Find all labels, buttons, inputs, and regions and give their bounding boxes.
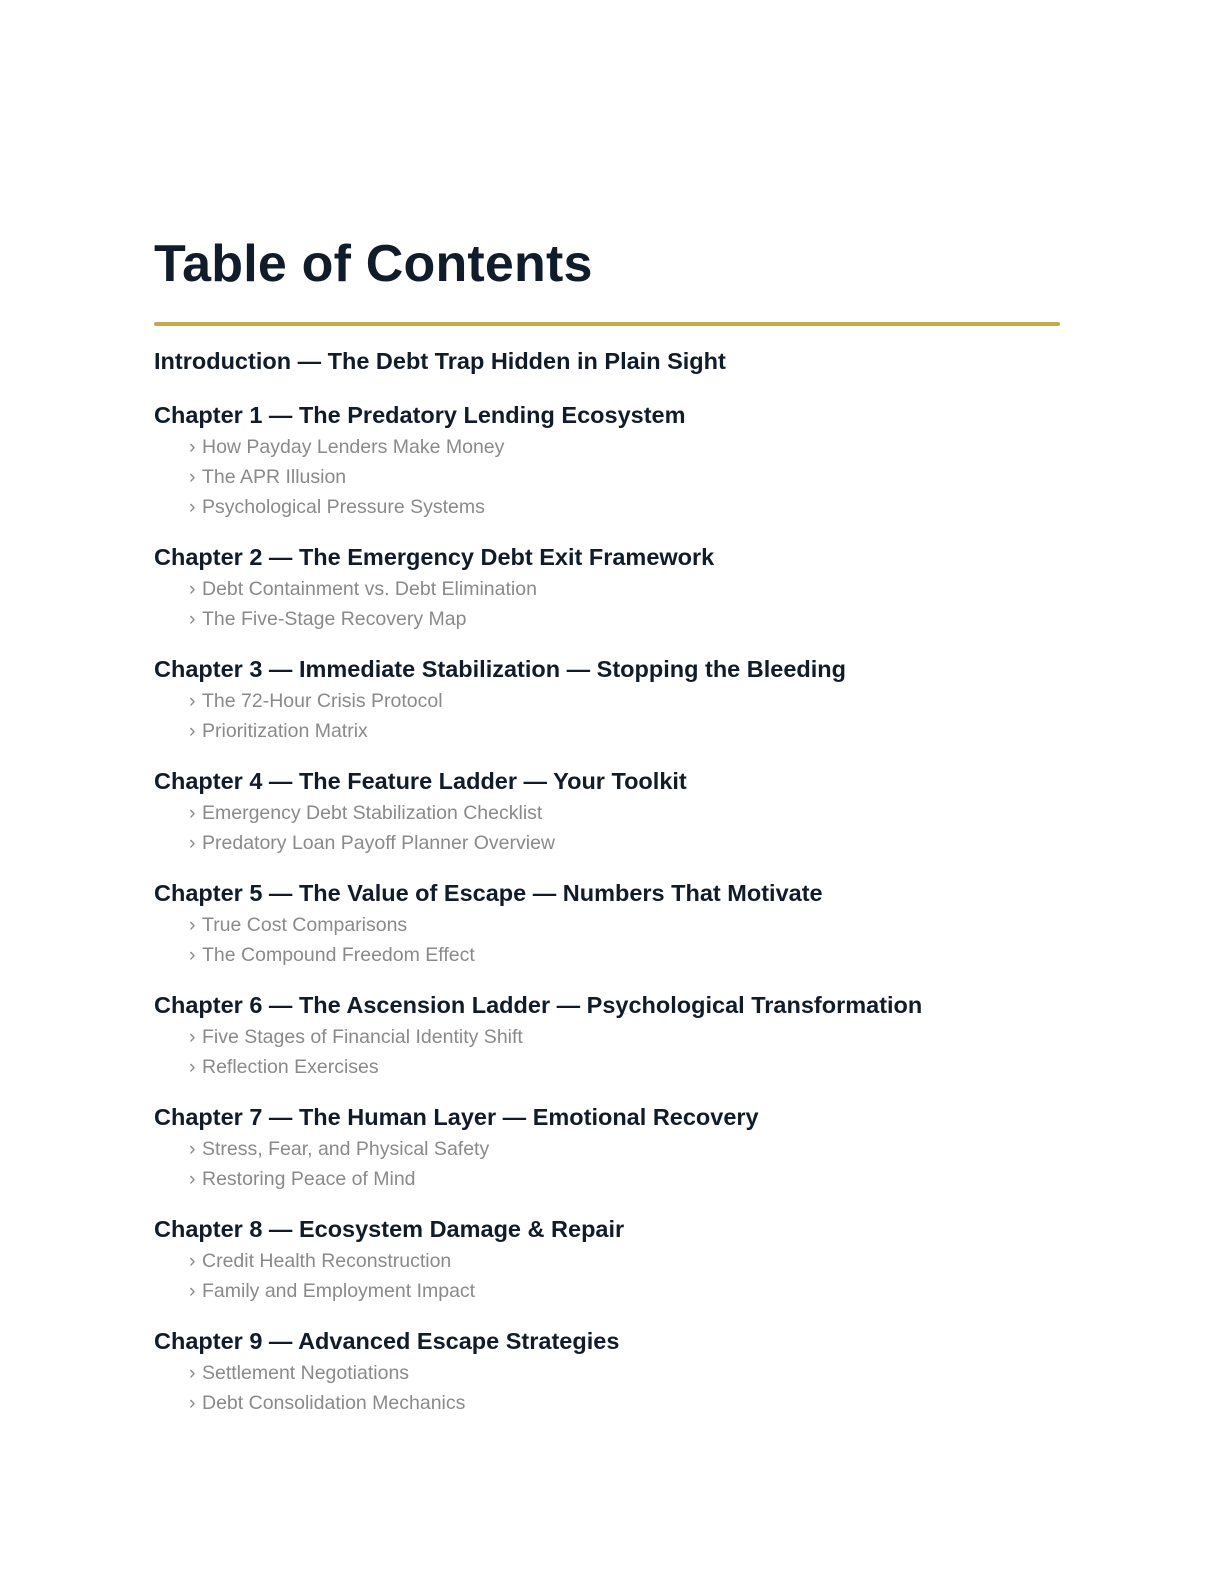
section-list (154, 1134, 1060, 1194)
section-label: Debt Containment vs. Debt Elimination (202, 578, 537, 600)
chevron-right-icon: › (189, 720, 196, 742)
introduction-heading-link[interactable]: Introduction — The Debt Trap Hidden in Plain Sight (154, 348, 726, 374)
chevron-right-icon: › (189, 466, 196, 488)
chevron-right-icon: › (189, 436, 196, 458)
section-label: Reflection Exercises (202, 1056, 379, 1078)
section-label: The Compound Freedom Effect (202, 944, 475, 966)
toc-entry-chapter-9 (154, 1324, 1060, 1418)
section-list (154, 574, 1060, 634)
toc-entry-chapter-1 (154, 398, 1060, 522)
section-label: Restoring Peace of Mind (202, 1168, 416, 1190)
section-list (154, 1022, 1060, 1082)
section-label: Settlement Negotiations (202, 1362, 410, 1384)
section-label: Predatory Loan Payoff Planner Overview (202, 832, 555, 854)
chevron-right-icon: › (189, 1168, 196, 1190)
chevron-right-icon: › (189, 1392, 196, 1414)
chevron-right-icon: › (189, 1280, 196, 1302)
chevron-right-icon: › (189, 1056, 196, 1078)
section-label: The APR Illusion (202, 466, 347, 488)
section-label: The Five-Stage Recovery Map (202, 608, 467, 630)
section-link[interactable] (189, 1246, 1060, 1276)
section-link[interactable] (189, 716, 1060, 746)
toc-list (154, 344, 1060, 1436)
section-link[interactable] (189, 1134, 1060, 1164)
chevron-right-icon: › (189, 1250, 196, 1272)
title-divider (154, 322, 1060, 326)
section-label: True Cost Comparisons (202, 914, 408, 936)
toc-entry-chapter-3 (154, 652, 1060, 746)
section-label: Stress, Fear, and Physical Safety (202, 1138, 490, 1160)
section-link[interactable] (189, 492, 1060, 522)
section-link[interactable] (189, 798, 1060, 828)
toc-entry-introduction (154, 344, 1060, 378)
section-label: Credit Health Reconstruction (202, 1250, 452, 1272)
section-list (154, 910, 1060, 970)
chevron-right-icon: › (189, 1026, 196, 1048)
section-label: Emergency Debt Stabilization Checklist (202, 802, 543, 824)
chevron-right-icon: › (189, 690, 196, 712)
section-label: Psychological Pressure Systems (202, 496, 485, 518)
section-link[interactable] (189, 1358, 1060, 1388)
section-link[interactable] (189, 1052, 1060, 1082)
toc-page (154, 0, 1060, 1584)
section-list (154, 1358, 1060, 1418)
toc-entry-chapter-8 (154, 1212, 1060, 1306)
section-link[interactable] (189, 604, 1060, 634)
chapter-heading-link[interactable]: Chapter 4 — The Feature Ladder — Your Toolkit (154, 768, 687, 794)
section-label: The 72-Hour Crisis Protocol (202, 690, 443, 712)
chevron-right-icon: › (189, 944, 196, 966)
section-label: How Payday Lenders Make Money (202, 436, 505, 458)
chevron-right-icon: › (189, 608, 196, 630)
section-list (154, 686, 1060, 746)
toc-entry-chapter-2 (154, 540, 1060, 634)
section-label: Five Stages of Financial Identity Shift (202, 1026, 523, 1048)
section-list (154, 432, 1060, 522)
chapter-heading-link[interactable]: Chapter 9 — Advanced Escape Strategies (154, 1328, 620, 1354)
section-list (154, 1246, 1060, 1306)
chevron-right-icon: › (189, 578, 196, 600)
chevron-right-icon: › (189, 1362, 196, 1384)
section-list (154, 798, 1060, 858)
chapter-heading-link[interactable]: Chapter 7 — The Human Layer — Emotional Recovery (154, 1104, 759, 1130)
section-link[interactable] (189, 432, 1060, 462)
chapter-heading-link[interactable]: Chapter 3 — Immediate Stabilization — Stopping the Bleeding (154, 656, 847, 682)
chapter-heading-link[interactable]: Chapter 2 — The Emergency Debt Exit Framework (154, 544, 715, 570)
section-label: Prioritization Matrix (202, 720, 368, 742)
section-label: Debt Consolidation Mechanics (202, 1392, 466, 1414)
chevron-right-icon: › (189, 1138, 196, 1160)
chevron-right-icon: › (189, 914, 196, 936)
chevron-right-icon: › (189, 496, 196, 518)
toc-entry-chapter-4 (154, 764, 1060, 858)
page-title: Table of Contents (154, 235, 593, 293)
toc-entry-chapter-7 (154, 1100, 1060, 1194)
section-link[interactable] (189, 910, 1060, 940)
toc-entry-chapter-6 (154, 988, 1060, 1082)
chapter-heading-link[interactable]: Chapter 8 — Ecosystem Damage & Repair (154, 1216, 625, 1242)
section-link[interactable] (189, 574, 1060, 604)
section-link[interactable] (189, 828, 1060, 858)
section-link[interactable] (189, 940, 1060, 970)
section-link[interactable] (189, 1388, 1060, 1418)
section-link[interactable] (189, 1276, 1060, 1306)
chapter-heading-link[interactable]: Chapter 6 — The Ascension Ladder — Psychological Transformation (154, 992, 923, 1018)
toc-entry-chapter-5 (154, 876, 1060, 970)
chevron-right-icon: › (189, 802, 196, 824)
chapter-heading-link[interactable]: Chapter 1 — The Predatory Lending Ecosystem (154, 402, 686, 428)
section-link[interactable] (189, 1022, 1060, 1052)
chapter-heading-link[interactable]: Chapter 5 — The Value of Escape — Numbers That Motivate (154, 880, 823, 906)
section-link[interactable] (189, 462, 1060, 492)
chevron-right-icon: › (189, 832, 196, 854)
section-link[interactable] (189, 1164, 1060, 1194)
section-link[interactable] (189, 686, 1060, 716)
section-label: Family and Employment Impact (202, 1280, 476, 1302)
